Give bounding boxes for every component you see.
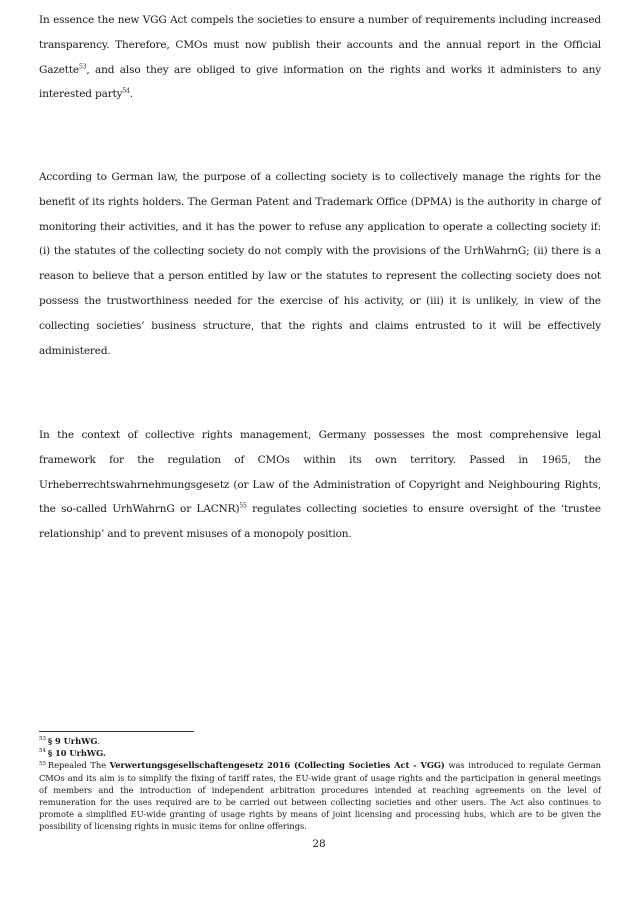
footnote-text: . — [97, 736, 100, 746]
footnote-text: was introduced to regulate German CMOs and its aim is to simplify the fixing of tariff rates, the EU-wide grant of usage rights and the participation in general meetings of members and the introduction of independent arbitration procedures intended at reaching agreements on the level of remuneration for the uses required are to be carried out between collecting societies and other users. The Act also continues to promote a simplified EU-wide granting of usage rights by means of joint licensing and processing hubs, which are to be given the possibility of licensing rights in music items for online offerings. — [39, 760, 601, 832]
footnote-text: Repealed The — [47, 760, 110, 771]
footnotes — [39, 735, 601, 833]
footnote-separator — [39, 731, 194, 732]
paragraph-text: . — [129, 88, 133, 101]
footnote-bold-text: Verwertungsgesellschaftengesetz 2016 (Collecting Societies Act - VGG) — [109, 760, 445, 771]
footnote-53 — [39, 735, 601, 747]
page-number: 28 — [312, 838, 326, 850]
footnote-ref-54[interactable]: 54 — [122, 87, 130, 95]
footnote-ref-55[interactable]: 55 — [239, 502, 247, 510]
paragraph-text: , and also they are obliged to give information on the rights and works it administers to any interested party — [39, 63, 601, 101]
footnote-bold-text: § 9 UrhWG — [47, 736, 98, 746]
paragraph-text: In the context of collective rights management, Germany possesses the most comprehensive legal framework for the regulation of CMOs within its own territory. Passed in 1965, the Urheberrechtswahrnehmungsgesetz (or Law of the Administration of Copyright and Neighbouring Rights, the so-called UrhWahrnG or LACNR) — [39, 429, 601, 516]
body-paragraph-2 — [39, 165, 601, 363]
footnote-number: 53 — [39, 736, 46, 743]
paragraph-text: According to German law, the purpose of a collecting society is to collectively manage the rights for the benefit of its rights holders. The German Patent and Trademark Office (DPMA) is the authority in charge of monitoring their activities, and it has the power to refuse any application to operate a collecting society if: (i) the statutes of the collecting society do not comply with the provisions of the UrhWahrnG; (ii) there is a reason to believe that a person entitled by law or the statutes to represent the collecting society does not possess the trustworthiness needed for the exercise of his activity, or (iii) it is unlikely, in view of the collecting societies’ business structure, that the rights and claims entrusted to it will be effectively administered. — [39, 171, 601, 357]
paragraph-text: regulates collecting societies to ensure oversight of the ‘trustee relationship’ and to prevent misuses of a monopoly position. — [39, 503, 601, 541]
body-paragraph-1 — [39, 8, 601, 107]
body-paragraph-3 — [39, 423, 601, 547]
footnote-number: 54 — [39, 748, 46, 755]
footnote-ref-53[interactable]: 53 — [79, 63, 87, 71]
paragraph-text: In essence the new VGG Act compels the societies to ensure a number of requirements including increased transparency. Therefore, CMOs must now publish their accounts and the annual report in the Official Gazette — [39, 14, 601, 76]
footnote-54 — [39, 747, 601, 759]
footnote-55 — [39, 759, 601, 832]
footnote-number: 55 — [39, 760, 46, 767]
footnote-bold-text: § 10 UrhWG. — [47, 748, 106, 759]
